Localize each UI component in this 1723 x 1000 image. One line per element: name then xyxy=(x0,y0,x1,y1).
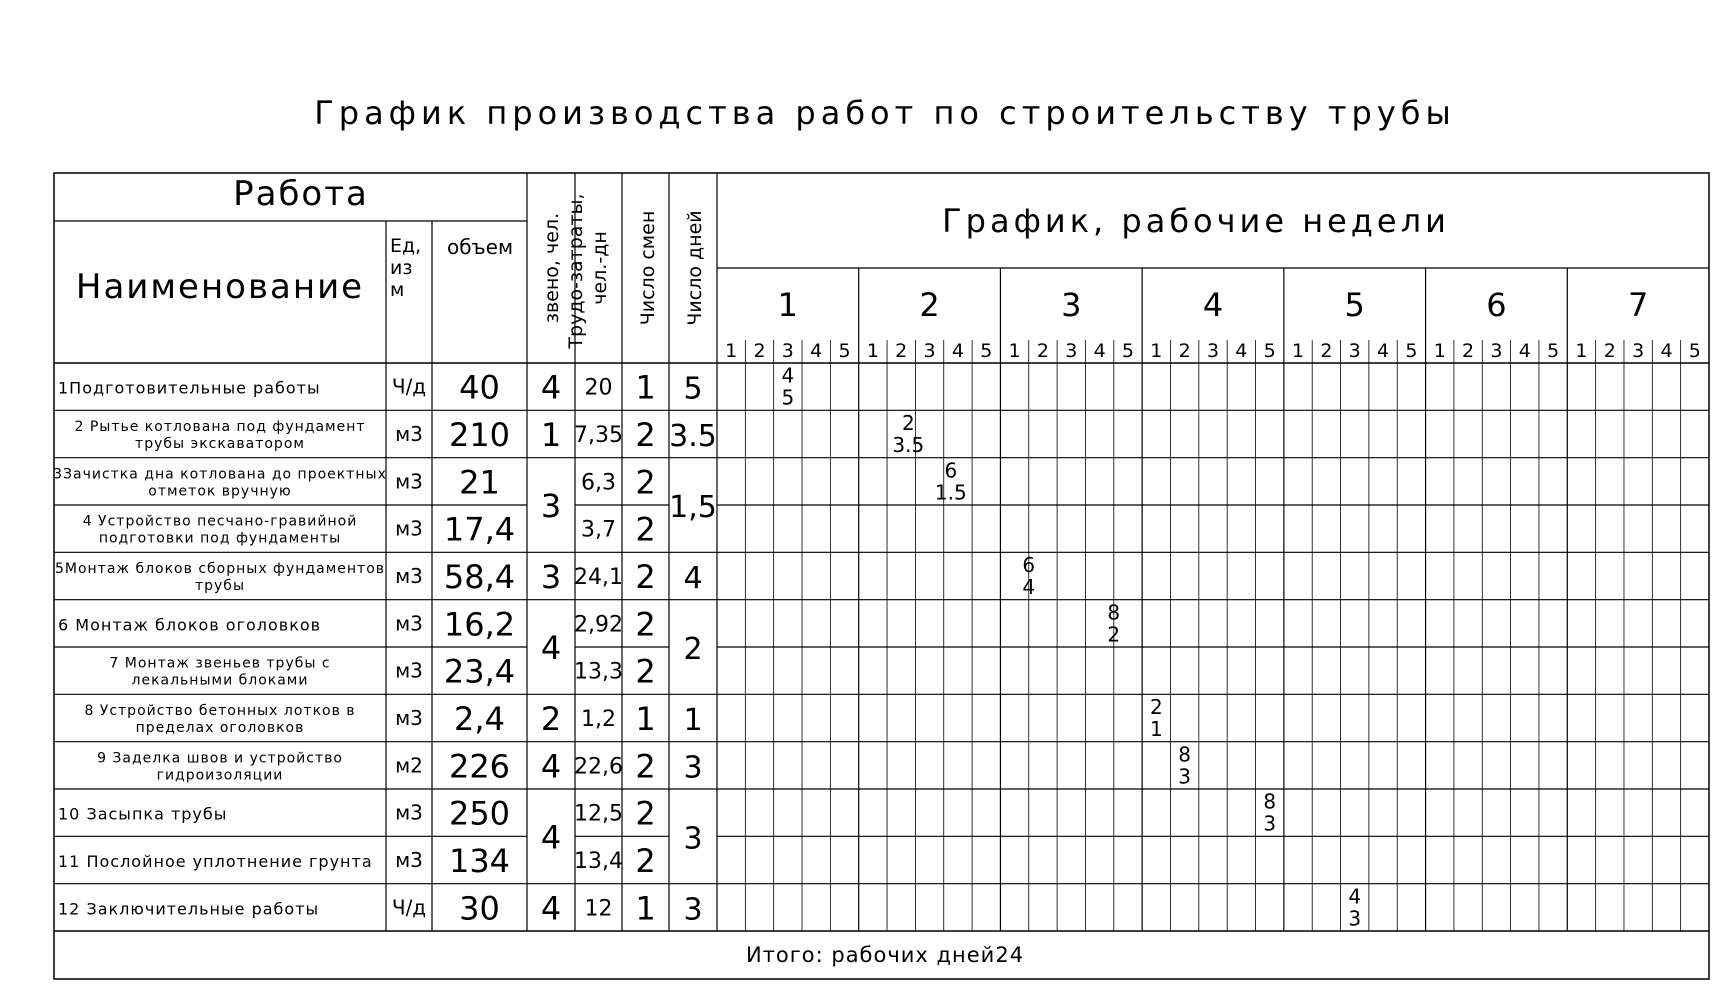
day-label: 3 xyxy=(1206,340,1220,362)
row-name-line-2: гидроизоляции xyxy=(156,767,284,784)
gantt-bar-workers: 6 xyxy=(944,458,958,483)
header-unit-line-1: Ед, xyxy=(390,235,422,257)
row-labor: 22,6 xyxy=(574,754,623,780)
row-name-line-2: трубы экскаватором xyxy=(135,436,305,452)
row-name-line-2: лекальными блоками xyxy=(131,672,309,689)
crew-value: 4 xyxy=(540,629,562,667)
row-volume: 250 xyxy=(448,794,511,833)
header-unit-line-3: м xyxy=(390,279,405,301)
row-labor: 13,4 xyxy=(574,849,623,874)
row-unit: Ч/д xyxy=(391,374,427,399)
gantt-bar-workers: 4 xyxy=(1348,884,1362,909)
row-volume: 23,4 xyxy=(443,652,516,691)
row-labor: 2,92 xyxy=(574,612,623,638)
header-labor-line-1: Трудо-затраты, xyxy=(565,193,587,349)
row-name-line-1: 5Монтаж блоков сборных фундаментов xyxy=(54,561,386,577)
row-shifts: 2 xyxy=(635,416,656,454)
row-labor: 13,3 xyxy=(574,659,623,685)
table-header xyxy=(76,174,1450,350)
header-work: Работа xyxy=(233,174,369,214)
day-label: 3 xyxy=(1348,340,1361,362)
row-shifts: 2 xyxy=(635,747,656,786)
gantt-bar-days: 1 xyxy=(1149,717,1163,741)
week-label: 7 xyxy=(1627,286,1649,324)
row-name-line-2: трубы xyxy=(194,578,246,594)
gantt-bar-days: 3 xyxy=(1178,764,1192,789)
row-shifts: 2 xyxy=(635,842,656,880)
page-title: График производства работ по строительству трубы xyxy=(314,94,1456,132)
week-label: 4 xyxy=(1202,286,1224,324)
day-label: 4 xyxy=(951,340,964,362)
day-label: 2 xyxy=(1603,340,1616,362)
day-label: 3 xyxy=(781,340,794,362)
row-unit: Ч/д xyxy=(391,895,427,920)
crew-value: 3 xyxy=(540,487,562,525)
row-name-line-1: 4 Устройство песчано-гравийной xyxy=(82,513,358,530)
gantt-bar-workers: 2 xyxy=(901,411,915,435)
row-unit: м3 xyxy=(395,469,423,494)
day-label: 1 xyxy=(1008,340,1021,362)
day-label: 1 xyxy=(866,340,879,362)
row-name-line-2: пределах оголовков xyxy=(135,720,305,736)
gantt-bar-workers: 8 xyxy=(1178,742,1192,767)
crew-value: 1 xyxy=(540,416,562,454)
row-labor: 7,35 xyxy=(574,423,623,448)
row-name: 10 Засыпка трубы xyxy=(58,804,228,824)
header-labor xyxy=(565,187,611,349)
day-label: 4 xyxy=(1093,340,1106,362)
row-unit: м3 xyxy=(395,848,423,872)
row-shifts: 1 xyxy=(635,700,656,738)
days-value: 4 xyxy=(683,561,703,596)
row-volume: 58,4 xyxy=(443,558,516,596)
row-volume: 40 xyxy=(459,368,500,407)
day-label: 2 xyxy=(895,340,908,362)
day-label: 3 xyxy=(923,340,936,362)
day-label: 4 xyxy=(1235,340,1248,362)
row-name-line-1: 7 Монтаж звеньев трубы с xyxy=(109,655,331,672)
row-name-line-2: подготовки под фундаменты xyxy=(98,530,342,547)
header-days: Число дней xyxy=(684,210,706,326)
gantt-bar-days: 3.5 xyxy=(892,433,925,457)
row-volume: 2,4 xyxy=(454,700,505,738)
gantt-bar-workers: 8 xyxy=(1263,789,1277,814)
gantt-bar-workers: 2 xyxy=(1149,695,1163,719)
row-shifts: 2 xyxy=(635,794,656,833)
row-shifts: 1 xyxy=(635,368,656,407)
days-value: 5 xyxy=(683,371,703,407)
crew-value: 2 xyxy=(540,700,562,738)
row-unit: м3 xyxy=(395,611,423,636)
row-shifts: 2 xyxy=(635,605,656,644)
day-label: 1 xyxy=(1291,340,1305,362)
total-days-footer: Итого: рабочих дней24 xyxy=(745,943,1025,967)
header-labor-line-2: чел.-дн xyxy=(589,231,611,305)
days-value: 1 xyxy=(683,703,703,738)
row-name-line-1: 3Зачистка дна котлована до проектных xyxy=(53,466,387,483)
row-shifts: 2 xyxy=(635,652,656,691)
row-name-line-2: отметок вручную xyxy=(148,483,292,500)
header-name: Наименование xyxy=(75,267,365,307)
day-label: 1 xyxy=(1433,340,1446,362)
gantt-bar-workers: 8 xyxy=(1107,600,1121,625)
day-label: 4 xyxy=(1660,340,1673,362)
day-label: 2 xyxy=(1320,340,1333,362)
gantt-bar-days: 5 xyxy=(781,385,795,410)
gantt-bar-workers: 4 xyxy=(781,363,795,388)
week-label: 5 xyxy=(1344,286,1365,324)
week-header xyxy=(725,286,1701,362)
header-unit xyxy=(390,235,427,301)
week-label: 2 xyxy=(919,286,940,324)
header-crew: звено, чел. xyxy=(541,212,563,324)
day-label: 2 xyxy=(1178,340,1191,362)
days-value: 3 xyxy=(683,892,703,928)
day-label: 5 xyxy=(1688,340,1701,362)
week-label: 1 xyxy=(777,286,799,324)
row-shifts: 2 xyxy=(635,463,656,502)
row-labor: 12,5 xyxy=(574,801,623,827)
row-name: 6 Монтаж блоков оголовков xyxy=(58,615,322,635)
row-shifts: 2 xyxy=(635,510,656,549)
gantt-bar-days: 4 xyxy=(1022,575,1036,599)
row-unit: м3 xyxy=(395,516,423,541)
day-label: 2 xyxy=(1462,340,1475,362)
day-label: 1 xyxy=(1150,340,1163,362)
days-value: 3 xyxy=(683,750,703,786)
day-label: 5 xyxy=(1121,340,1135,362)
crew-value: 4 xyxy=(540,818,562,857)
day-label: 4 xyxy=(810,340,823,362)
row-volume: 21 xyxy=(459,463,500,502)
header-schedule: График, рабочие недели xyxy=(942,202,1450,240)
row-unit: м3 xyxy=(395,658,423,683)
row-unit: м3 xyxy=(395,706,423,730)
row-unit: м3 xyxy=(395,800,423,825)
row-labor: 6,3 xyxy=(581,470,616,496)
row-shifts: 1 xyxy=(635,889,656,928)
header-volume: объем xyxy=(446,235,514,259)
header-shifts: Число смен xyxy=(637,210,659,326)
day-label: 4 xyxy=(1377,340,1390,362)
row-volume: 30 xyxy=(459,889,500,928)
days-value: 3 xyxy=(683,821,703,857)
row-shifts: 2 xyxy=(635,558,656,596)
row-volume: 210 xyxy=(448,416,511,454)
row-volume: 16,2 xyxy=(443,605,516,644)
header-unit-line-2: из xyxy=(390,257,413,279)
gantt-bar-days: 3 xyxy=(1348,906,1362,931)
row-name-line-1: 9 Заделка швов и устройство xyxy=(97,750,343,767)
day-label: 2 xyxy=(753,340,766,362)
days-value: 2 xyxy=(683,632,703,667)
day-label: 3 xyxy=(1632,340,1645,362)
week-label: 6 xyxy=(1486,286,1507,324)
crew-value: 4 xyxy=(540,368,562,407)
day-label: 5 xyxy=(838,340,851,362)
row-name-line-1: 2 Рытье котлована под фундамент xyxy=(74,419,366,435)
row-name: 1Подготовительные работы xyxy=(58,378,321,398)
row-unit: м3 xyxy=(395,564,423,588)
row-name: 12 Заключительные работы xyxy=(58,899,320,919)
week-label: 3 xyxy=(1061,286,1082,324)
row-volume: 226 xyxy=(448,747,511,786)
row-volume: 17,4 xyxy=(443,510,516,549)
crew-value: 4 xyxy=(540,889,562,928)
days-value: 3.5 xyxy=(669,419,717,454)
day-label: 5 xyxy=(980,340,993,362)
day-label: 5 xyxy=(1547,340,1560,362)
table-body xyxy=(53,369,717,928)
day-label: 4 xyxy=(1518,340,1531,362)
day-label: 3 xyxy=(1065,340,1078,362)
day-label: 2 xyxy=(1036,340,1049,362)
day-label: 1 xyxy=(725,340,738,362)
row-labor: 12 xyxy=(584,896,613,922)
gantt-bar-days: 2 xyxy=(1107,622,1121,647)
row-name: 11 Послойное уплотнение грунта xyxy=(58,852,373,871)
row-labor: 1,2 xyxy=(581,707,616,732)
crew-value: 4 xyxy=(540,747,562,786)
row-unit: м2 xyxy=(395,753,423,778)
days-value: 1,5 xyxy=(669,490,717,525)
row-volume: 134 xyxy=(448,842,511,880)
row-labor: 3,7 xyxy=(581,517,616,543)
row-unit: м3 xyxy=(395,422,423,446)
gantt-bar-days: 1.5 xyxy=(934,480,967,505)
day-label: 5 xyxy=(1405,340,1418,362)
row-name-line-1: 8 Устройство бетонных лотков в xyxy=(84,703,356,719)
gantt-bar-workers: 6 xyxy=(1022,553,1036,577)
row-labor: 24,1 xyxy=(574,565,623,590)
day-label: 3 xyxy=(1490,340,1503,362)
day-label: 1 xyxy=(1575,340,1588,362)
row-labor: 20 xyxy=(584,375,613,401)
crew-value: 3 xyxy=(540,558,562,596)
day-label: 5 xyxy=(1263,340,1276,362)
gantt-bar-days: 3 xyxy=(1263,811,1277,836)
